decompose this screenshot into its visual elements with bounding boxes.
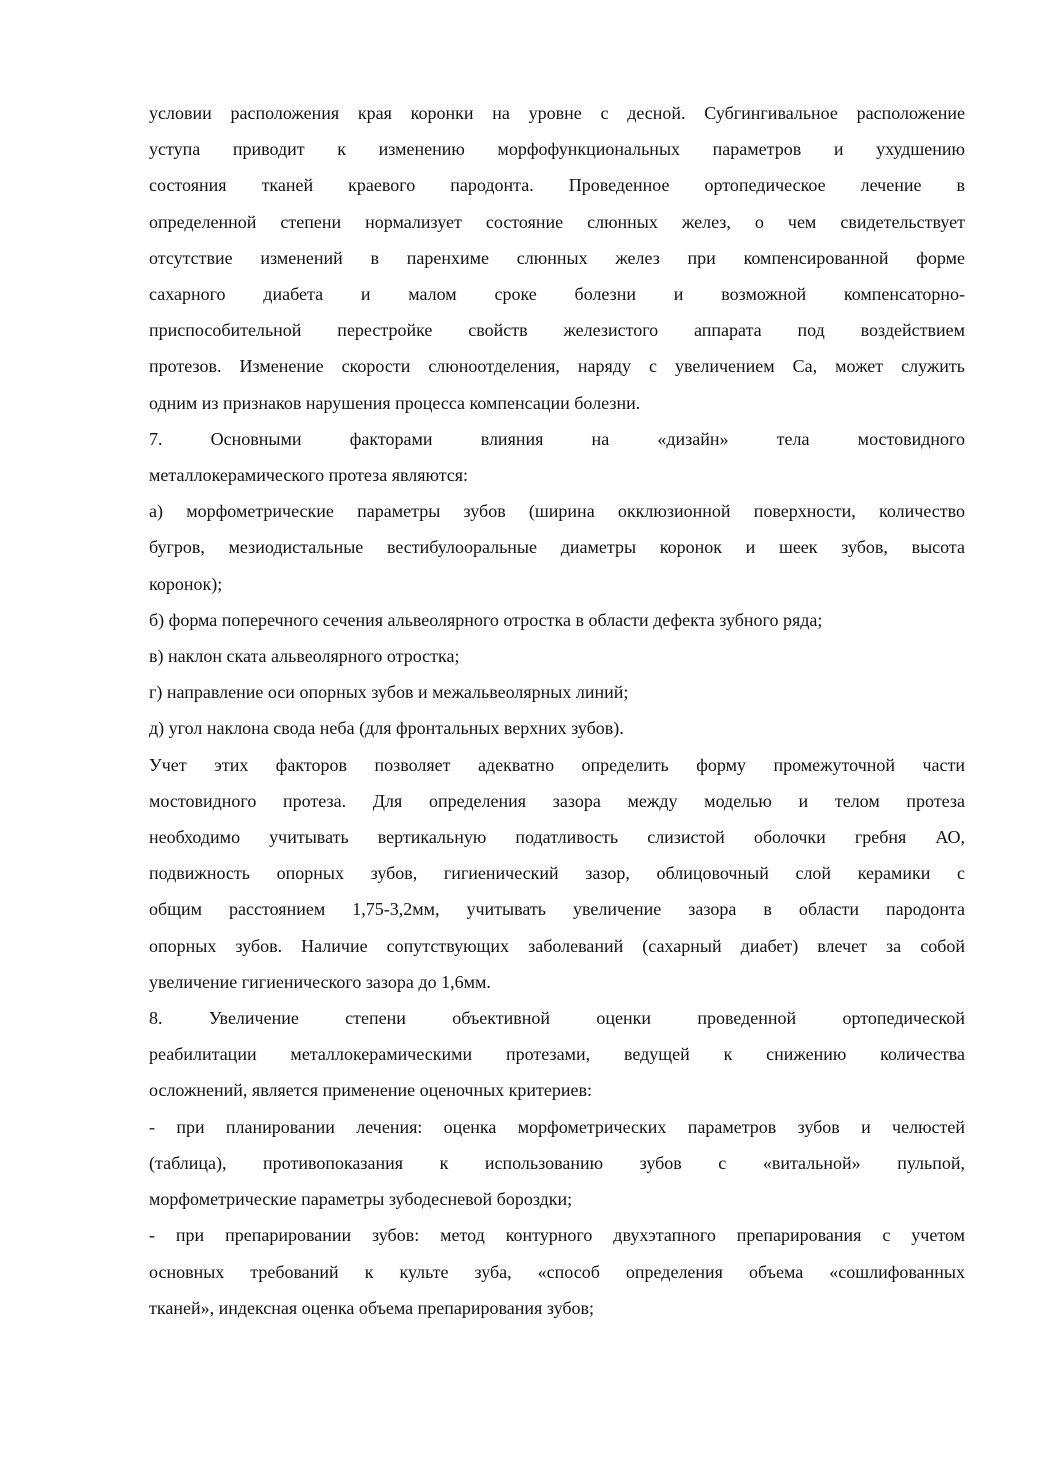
document-body-text xyxy=(149,95,965,1326)
text-line: опорных зубов. Наличие сопутствующих заболеваний (сахарный диабет) влечет за собой xyxy=(149,935,965,956)
text-line: металлокерамического протеза являются: xyxy=(149,465,469,486)
text-line: определенной степени нормализует состояние слюнных желез, о чем свидетельствует xyxy=(149,211,965,232)
text-line: 8. Увеличение степени объективной оценки проведенной ортопедической xyxy=(149,1008,965,1029)
text-line: морфометрические параметры зубодесневой бороздки; xyxy=(149,1189,573,1210)
text-line: отсутствие изменений в паренхиме слюнных желез при компенсированной форме xyxy=(149,247,965,268)
text-line: - при планировании лечения: оценка морфометрических параметров зубов и челюстей xyxy=(149,1116,965,1137)
text-line: увеличение гигиенического зазора до 1,6мм. xyxy=(149,971,491,992)
text-line: общим расстоянием 1,75-3,2мм, учитывать увеличение зазора в области пародонта xyxy=(149,899,965,920)
text-line: осложнений, является применение оценочных критериев: xyxy=(149,1080,593,1101)
text-line: г) направление оси опорных зубов и межальвеолярных линий; xyxy=(149,682,629,703)
text-line: 7. Основными факторами влияния на «дизайн» тела мостовидного xyxy=(149,428,965,449)
text-line: а) морфометрические параметры зубов (ширина окклюзионной поверхности, количество xyxy=(149,501,965,522)
text-line: (таблица), противопоказания к использованию зубов с «витальной» пульпой, xyxy=(149,1152,965,1173)
text-line: уступа приводит к изменению морфофункциональных параметров и ухудшению xyxy=(149,139,965,160)
text-line: протезов. Изменение скорости слюноотделения, наряду с увеличением Са, может служить xyxy=(149,356,965,377)
text-line: д) угол наклона свода неба (для фронтальных верхних зубов). xyxy=(149,718,624,739)
text-line: приспособительной перестройке свойств железистого аппарата под воздействием xyxy=(149,320,965,341)
text-line: Учет этих факторов позволяет адекватно определить форму промежуточной части xyxy=(149,754,965,775)
text-line: сахарного диабета и малом сроке болезни и возможной компенсаторно- xyxy=(149,284,965,305)
text-line: реабилитации металлокерамическими протезами, ведущей к снижению количества xyxy=(149,1044,965,1065)
text-line: б) форма поперечного сечения альвеолярного отростка в области дефекта зубного ряда; xyxy=(149,609,823,630)
text-line: основных требований к культе зуба, «способ определения объема «сошлифованных xyxy=(149,1261,965,1282)
text-line: коронок); xyxy=(149,573,223,594)
text-line: условии расположения края коронки на уровне с десной. Субгингивальное расположение xyxy=(149,103,965,123)
text-line: бугров, мезиодистальные вестибулооральные диаметры коронок и шеек зубов, высота xyxy=(149,537,965,558)
text-line: одним из признаков нарушения процесса компенсации болезни. xyxy=(149,392,641,413)
text-line: - при препарировании зубов: метод контурного двухэтапного препарирования с учетом xyxy=(149,1225,965,1246)
text-line: в) наклон ската альвеолярного отростка; xyxy=(149,646,460,667)
text-line: тканей», индексная оценка объема препарирования зубов; xyxy=(149,1297,594,1318)
text-line: необходимо учитывать вертикальную податливость слизистой оболочки гребня АО, xyxy=(149,827,965,848)
text-line: состояния тканей краевого пародонта. Проведенное ортопедическое лечение в xyxy=(149,175,965,196)
text-line: подвижность опорных зубов, гигиенический зазор, облицовочный слой керамики с xyxy=(149,863,965,884)
text-line: мостовидного протеза. Для определения зазора между моделью и телом протеза xyxy=(149,790,965,811)
